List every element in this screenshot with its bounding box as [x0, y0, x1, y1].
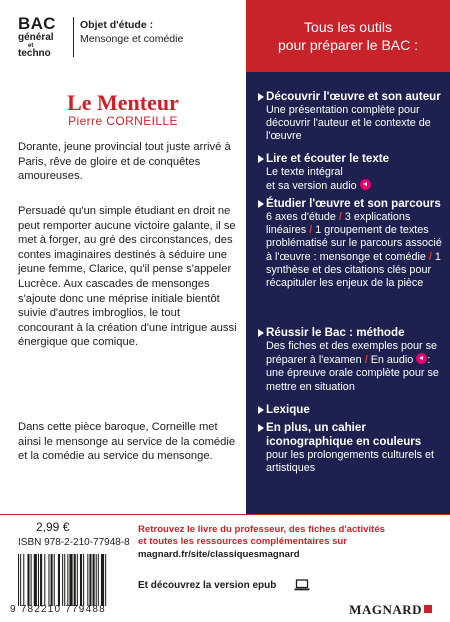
- feature-item: : une épreuve orale complète pour se mettre en situation: [266, 354, 439, 393]
- arrow-icon: [258, 424, 264, 432]
- resources-line-1: Retrouvez le livre du professeur, des fiches d'activités: [138, 524, 386, 535]
- laptop-icon: [294, 579, 310, 591]
- barcode-bar: [34, 554, 37, 606]
- barcode-bar: [64, 554, 65, 606]
- barcode-bar: [54, 554, 55, 606]
- arrow-icon: [258, 406, 264, 414]
- feature-lexique: [258, 403, 444, 417]
- separator-slash: /: [338, 211, 342, 223]
- barcode-bar: [44, 554, 45, 606]
- barcode-bar: [105, 554, 106, 606]
- barcode-bar: [93, 554, 95, 606]
- separator-slash: /: [428, 250, 432, 263]
- barcode-bar: [98, 554, 99, 606]
- barcode-bar: [51, 554, 53, 606]
- barcode-bar: [58, 554, 60, 606]
- feature-heading: Découvrir l'œuvre et son auteur: [266, 90, 441, 103]
- feature-body: [266, 166, 444, 193]
- resources-line-2: et toutes les ressources complémentaires sur: [138, 536, 348, 548]
- logo-general: général: [18, 32, 54, 43]
- barcode-bar: [101, 554, 104, 606]
- barcode-bar: [67, 554, 68, 606]
- feature-body-line: [266, 179, 444, 193]
- summary-paragraph-2: Persuadé qu'un simple étudiant en droit ne peut remporter aucune victoire galante, il se met à forger, au gré des circonstances, des contes imaginaires destinés à séduire une jeune femme, Clarice, qu'il pense s'appeler Lucrèce. Aux cascades de mensonges s'ajoute donc une méprise initiale bientôt suivie d'autres imbroglios, le tout concourant à la création d'une intrigue aussi énergique que comique.: [18, 205, 237, 349]
- footer-divider: [0, 514, 450, 515]
- barcode-bar: [27, 554, 29, 606]
- barcode-bar: [23, 554, 24, 606]
- barcode-bar: [31, 554, 32, 606]
- barcode: [18, 554, 138, 606]
- feature-body: Une présentation complète pour découvrir l'auteur et le contexte de l'œuvre: [266, 104, 431, 143]
- tagline-line1: Tous les outils: [304, 19, 392, 35]
- feature-heading: Lexique: [266, 403, 310, 416]
- logo-techno: techno: [18, 48, 51, 59]
- barcode-bar: [48, 554, 49, 606]
- arrow-icon: [258, 93, 264, 101]
- barcode-bar: [18, 554, 19, 606]
- barcode-bar: [96, 554, 97, 606]
- barcode-bar: [89, 554, 91, 606]
- feature-heading: Étudier l'œuvre et son parcours: [266, 197, 441, 210]
- audio-icon: [360, 179, 371, 190]
- arrow-icon: [258, 200, 264, 208]
- barcode-bar: [87, 554, 88, 606]
- feature-decouvrir: [258, 90, 444, 144]
- feature-heading: Lire et écouter le texte: [266, 152, 390, 165]
- objet-etude: [80, 18, 183, 46]
- arrow-icon: [258, 155, 264, 163]
- audio-icon: [416, 353, 427, 364]
- author-first-name: Pierre: [68, 114, 103, 128]
- price: 2,99 €: [36, 520, 70, 534]
- barcode-bar: [69, 554, 72, 606]
- header-tagline: [246, 18, 450, 54]
- feature-body: pour les prolongements culturels et artistiques: [266, 449, 435, 475]
- barcode-bar: [80, 554, 82, 606]
- publisher-square-icon: [424, 605, 432, 613]
- feature-item: 6 axes d'étude: [266, 211, 336, 223]
- arrow-icon: [258, 329, 264, 337]
- feature-body-line: Le texte intégral: [266, 166, 343, 178]
- tagline-line2: pour préparer le BAC :: [277, 37, 419, 53]
- feature-cahier: [258, 421, 444, 475]
- epub-text: Et découvrez la version epub: [138, 580, 277, 591]
- separator-slash: /: [364, 354, 368, 367]
- feature-item: En audio: [370, 354, 414, 367]
- resources-link[interactable]: magnard.fr/site/classiquesmagnard: [138, 548, 300, 560]
- barcode-bar: [20, 554, 21, 606]
- feature-heading: Réussir le Bac : méthode: [266, 326, 405, 339]
- feature-item: 1 synthèse et des citations clés pour récapituler les enjeux de la pièce: [266, 250, 441, 290]
- barcode-bar: [40, 554, 42, 606]
- feature-item: Des fiches et des exemples pour se préparer à l'examen: [266, 340, 438, 367]
- resources-text: [138, 524, 438, 561]
- header-right-banner: [246, 0, 450, 72]
- feature-heading: En plus, un cahier iconographique en couleurs: [266, 421, 422, 448]
- bac-logo: [18, 15, 78, 63]
- author-last-name: CORNEILLE: [106, 114, 178, 128]
- summary-paragraph-1: Dorante, jeune provincial tout juste arrivé à Paris, rêve de gloire et de conquêtes amoureuses.: [18, 141, 231, 183]
- book-author: [0, 114, 246, 128]
- barcode-bar: [74, 554, 76, 606]
- barcode-bar: [77, 554, 78, 606]
- feature-reussir: [258, 326, 444, 394]
- feature-item: 3 explications linéaires: [266, 211, 411, 237]
- summary-paragraph-3: Dans cette pièce baroque, Corneille met ainsi le mensonge au service de la comédie et la comédie au service du mensonge.: [18, 421, 236, 463]
- feature-body: [266, 211, 444, 290]
- objet-label: Objet d'étude :: [80, 19, 154, 31]
- feature-item: 1 groupement de textes problématisé sur le parcours associé à l'œuvre : mensonge et comédie: [266, 224, 442, 263]
- logo-et: et: [28, 43, 34, 49]
- separator-slash: /: [309, 224, 313, 237]
- book-title: Le Menteur: [67, 90, 179, 115]
- feature-body: [266, 340, 444, 394]
- objet-value: Mensonge et comédie: [80, 33, 184, 45]
- isbn: ISBN 978-2-210-77948-8: [18, 537, 130, 548]
- logo-bac: BAC: [18, 14, 56, 33]
- feature-body-text: et sa version audio: [266, 180, 357, 193]
- publisher-logo: [349, 602, 432, 618]
- barcode-bar: [62, 554, 63, 606]
- logo-divider: [73, 17, 74, 57]
- publisher-name: MAGNARD: [349, 602, 422, 617]
- barcode-digits: 9 782210 779488: [10, 604, 106, 615]
- feature-etudier: [258, 197, 444, 290]
- barcode-bar: [83, 554, 84, 606]
- feature-lire-ecouter: [258, 152, 444, 193]
- barcode-bar: [38, 554, 39, 606]
